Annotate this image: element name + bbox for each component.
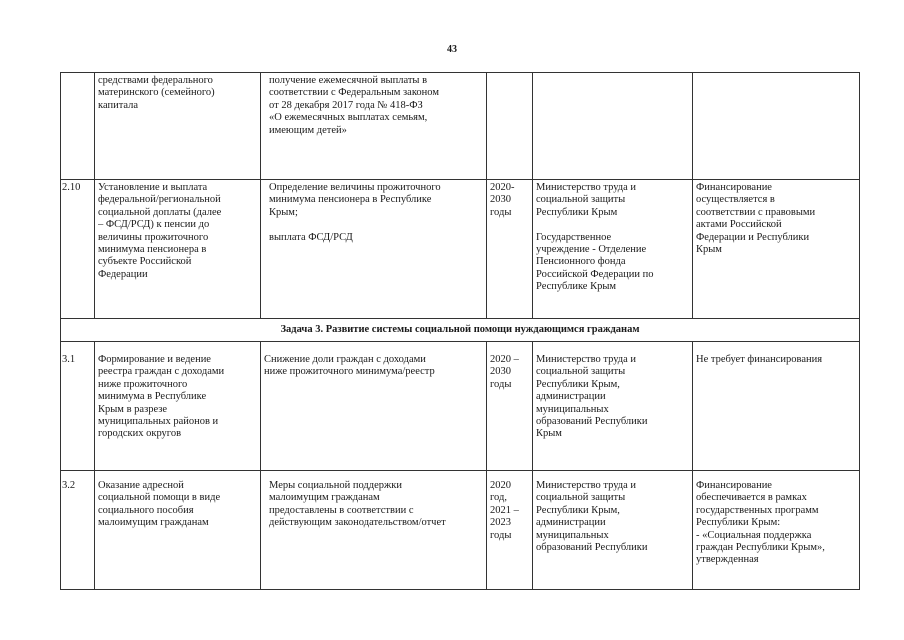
task-heading: Задача 3. Развитие системы социальной помощи нуждающимся гражданам — [280, 324, 640, 335]
result-cell: Снижение доли граждан с доходами ниже прожиточного минимума/реестр — [264, 354, 435, 378]
measure-cell: Оказание адресной социальной помощи в виде социального пособия малоимущим гражданам — [98, 480, 221, 529]
table-top-border — [60, 72, 860, 73]
column-divider — [859, 72, 860, 318]
executor-cell: Министерство труда и социальной защиты Республики Крым, администрации муниципальных образований Республики Крым — [536, 354, 648, 440]
column-divider — [60, 72, 61, 318]
column-divider — [692, 341, 693, 589]
result-cell: получение ежемесячной выплаты в соответствии с Федеральным законом от 28 декабря 2017 года № 418-ФЗ «О ежемесячных выплатах семьям, имеющим детей» — [269, 75, 439, 136]
row-divider — [60, 470, 860, 471]
executor-cell: Министерство труда и социальной защиты Республики Крым Государственное учреждение - Отделение Пенсионного фонда Российской Федерации по Республике Крым — [536, 182, 654, 293]
column-divider — [486, 341, 487, 589]
result-cell: Меры социальной поддержки малоимущим гражданам предоставлены в соответствии с действующим законодательством/отчет — [269, 480, 446, 529]
row-divider — [60, 179, 860, 180]
measure-cell: Формирование и ведение реестра граждан с доходами ниже прожиточного минимума в Республике Крым в разрезе муниципальных районов и городских округов — [98, 354, 225, 440]
column-divider — [692, 72, 693, 318]
result-cell: Определение величины прожиточного минимума пенсионера в Республике Крым; выплата ФСД/РСД — [269, 182, 441, 243]
column-divider — [260, 341, 261, 589]
row-number-cell: 3.2 — [62, 480, 76, 491]
column-divider — [486, 72, 487, 318]
executor-cell: Министерство труда и социальной защиты Республики Крым, администрации муниципальных образований Республики — [536, 480, 648, 554]
financing-cell: Не требует финансирования — [696, 354, 823, 365]
period-cell: 2020 год, 2021 – 2023 годы — [490, 480, 519, 541]
column-divider — [532, 72, 533, 318]
column-divider — [94, 72, 95, 318]
page-number: 43 — [447, 44, 457, 55]
row-divider — [60, 341, 860, 342]
table-bottom-border — [60, 589, 860, 590]
row-number-cell: 3.1 — [62, 354, 76, 365]
measure-cell: средствами федерального материнского (семейного) капитала — [98, 75, 215, 111]
column-divider — [60, 341, 61, 589]
measure-cell: Установление и выплата федеральной/региональной социальной доплаты (далее – ФСД/РСД) к пенсии до величины прожиточного минимума пенсионера в субъекте Российской Федерации — [98, 182, 222, 280]
row-number-cell: 2.10 — [62, 182, 81, 193]
financing-cell: Финансирование осуществляется в соответствии с правовыми актами Российской Федерации и Республики Крым — [696, 182, 816, 256]
column-divider — [532, 341, 533, 589]
measures-table — [60, 72, 860, 592]
period-cell: 2020- 2030 годы — [490, 182, 515, 218]
period-cell: 2020 – 2030 годы — [490, 354, 519, 390]
column-divider — [260, 72, 261, 318]
column-divider — [94, 341, 95, 589]
column-divider — [859, 341, 860, 589]
row-divider — [60, 318, 860, 319]
financing-cell: Финансирование обеспечивается в рамках государственных программ Республики Крым: - «Социальная поддержка граждан Республики Крым», утвержденная — [696, 480, 825, 566]
